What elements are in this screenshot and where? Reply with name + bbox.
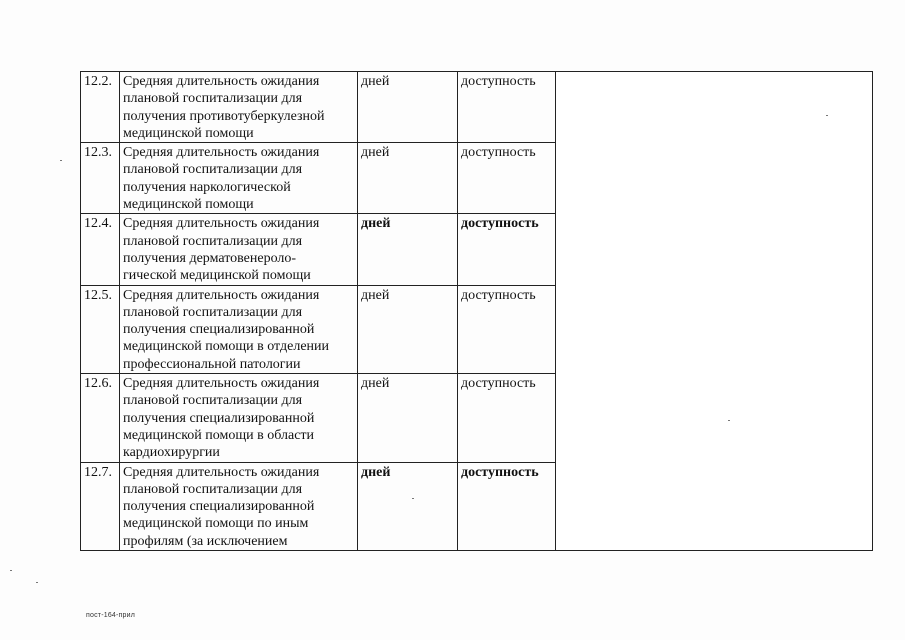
scan-speck xyxy=(60,160,62,161)
unit-cell: дней xyxy=(358,72,458,143)
indicator-name-line: медицинской помощи по иным xyxy=(123,516,309,532)
indicator-name-line: Средняя длительность ожидания xyxy=(123,287,320,303)
indicator-name xyxy=(120,285,358,373)
blank-column xyxy=(556,72,873,551)
indicator-name-line: получения специализированной xyxy=(123,410,315,426)
indicator-name-line: медицинской помощи в области xyxy=(123,427,315,443)
indicator-name-line: получения специализированной xyxy=(123,499,315,515)
indicator-name xyxy=(120,72,358,143)
criterion-cell: доступность xyxy=(458,374,556,462)
indicator-name-line: плановой госпитализации для xyxy=(123,393,303,409)
indicator-name-line: получения наркологической xyxy=(123,179,291,195)
criterion-cell: доступность xyxy=(458,143,556,214)
indicator-name-line: гической медицинской помощи xyxy=(123,268,311,284)
unit-cell: дней xyxy=(358,143,458,214)
row-number: 12.2. xyxy=(81,72,120,143)
row-number: 12.5. xyxy=(81,285,120,373)
scan-speck xyxy=(826,115,828,116)
indicator-name xyxy=(120,462,358,550)
indicator-name-line: плановой госпитализации для xyxy=(123,91,303,107)
indicator-name-line: плановой госпитализации для xyxy=(123,304,303,320)
indicator-name-line: Средняя длительность ожидания xyxy=(123,145,320,161)
row-number: 12.7. xyxy=(81,462,120,550)
indicator-name-line: кардиохирургии xyxy=(123,445,220,461)
indicator-name-line: плановой госпитализации для xyxy=(123,481,303,497)
row-number: 12.6. xyxy=(81,374,120,462)
scan-speck xyxy=(36,582,38,583)
table-row xyxy=(81,72,873,143)
indicator-name-line: медицинской помощи в отделении xyxy=(123,339,330,355)
indicator-name-line: профилям (за исключением xyxy=(123,533,288,549)
scan-speck xyxy=(728,420,730,421)
indicator-name-line: Средняя длительность ожидания xyxy=(123,464,320,480)
unit-cell: дней xyxy=(358,462,458,550)
indicator-name-line: Средняя длительность ожидания xyxy=(123,376,320,392)
row-number: 12.3. xyxy=(81,143,120,214)
criterion-cell: доступность xyxy=(458,214,556,285)
indicator-name-line: получения дерматовенероло- xyxy=(123,250,297,266)
indicator-name-line: Средняя длительность ожидания xyxy=(123,74,320,89)
scan-speck xyxy=(412,498,414,499)
unit-cell: дней xyxy=(358,285,458,373)
indicator-name-line: профессиональной патологии xyxy=(123,356,301,372)
unit-cell: дней xyxy=(358,214,458,285)
indicator-name-line: плановой госпитализации для xyxy=(123,233,303,249)
indicator-name xyxy=(120,143,358,214)
indicator-name-line: медицинской помощи xyxy=(123,197,254,213)
indicator-name-line: плановой госпитализации для xyxy=(123,162,303,178)
criterion-cell: доступность xyxy=(458,72,556,143)
indicators-table xyxy=(80,71,873,551)
indicator-name-line: получения специализированной xyxy=(123,322,315,338)
unit-cell: дней xyxy=(358,374,458,462)
criterion-cell: доступность xyxy=(458,462,556,550)
row-number: 12.4. xyxy=(81,214,120,285)
indicator-name xyxy=(120,374,358,462)
scan-speck xyxy=(10,570,12,571)
footer-file-label: пост-164-прил xyxy=(86,612,136,619)
indicator-name xyxy=(120,214,358,285)
criterion-cell: доступность xyxy=(458,285,556,373)
indicator-name-line: Средняя длительность ожидания xyxy=(123,216,320,232)
indicator-name-line: получения противотуберкулезной xyxy=(123,108,325,124)
indicator-name-line: медицинской помощи xyxy=(123,125,254,141)
